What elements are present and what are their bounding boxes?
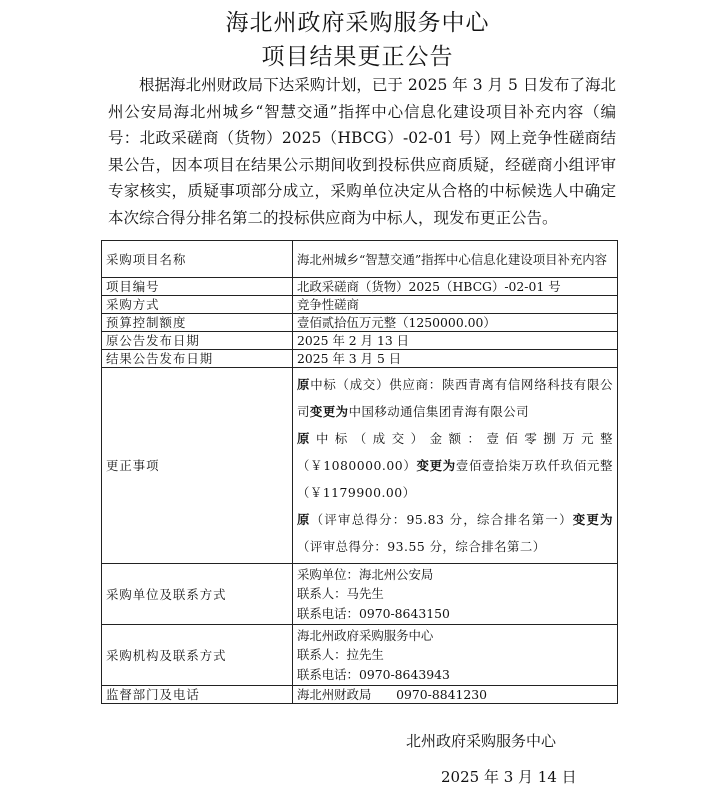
project-no-label: 项目编号 xyxy=(102,278,293,296)
result-date-label: 结果公告发布日期 xyxy=(102,350,293,368)
purchaser-person: 联系人：马先生 xyxy=(297,586,384,602)
table-row xyxy=(102,278,618,296)
agency-label: 采购机构及联系方式 xyxy=(102,625,293,686)
orig-marker: 原 xyxy=(297,377,311,392)
agency-person: 联系人：拉先生 xyxy=(297,647,384,663)
correction-supplier xyxy=(297,371,613,425)
purchaser-contact xyxy=(293,564,618,625)
change-marker: 变更为 xyxy=(572,512,613,527)
change-marker: 变更为 xyxy=(309,404,349,419)
supervisor-label: 监督部门及电话 xyxy=(102,686,293,704)
table-row xyxy=(102,332,618,350)
orig-supplier: 中标（成交）供应商：陕西青离有信网络科技有限公司 xyxy=(297,377,614,419)
budget-label: 预算控制额度 xyxy=(102,314,293,332)
correction-score xyxy=(297,506,613,560)
purchaser-unit: 采购单位：海北州公安局 xyxy=(297,566,434,582)
orig-score: （评审总得分：95.83 分，综合排名第一） xyxy=(310,512,573,527)
method-label: 采购方式 xyxy=(102,296,293,314)
method-value: 竞争性磋商 xyxy=(293,296,618,314)
purchaser-phone: 联系电话：0970-8643150 xyxy=(297,605,450,621)
new-supplier: 中国移动通信集团青海有限公司 xyxy=(348,404,530,419)
new-score: （评审总得分：93.55 分，综合排名第二） xyxy=(297,539,546,554)
orig-marker: 原 xyxy=(297,512,311,527)
correction-details xyxy=(293,368,618,564)
orig-date-label: 原公告发布日期 xyxy=(102,332,293,350)
orig-date-value: 2025 年 2 月 13 日 xyxy=(293,332,618,350)
correction-label: 更正事项 xyxy=(102,368,293,564)
orig-amount: 中标（成交）金额：壹佰零捌万元整（￥1080000.00） xyxy=(297,431,614,473)
table-row xyxy=(102,350,618,368)
project-name-label: 采购项目名称 xyxy=(102,241,293,278)
announcement-table xyxy=(101,240,618,704)
budget-value: 壹佰贰拾伍万元整（1250000.00） xyxy=(293,314,618,332)
project-name-value: 海北州城乡“智慧交通”指挥中心信息化建设项目补充内容 xyxy=(293,241,618,278)
table-row xyxy=(102,564,618,625)
page-subtitle: 项目结果更正公告 xyxy=(261,44,454,70)
table-row xyxy=(102,686,618,704)
page-title: 海北州政府采购服务中心 xyxy=(225,10,490,36)
table-row xyxy=(102,314,618,332)
correction-amount xyxy=(297,425,613,506)
table-row xyxy=(102,625,618,686)
intro-paragraph: 根据海北州财政局下达采购计划，已于 2025 年 3 月 5 日发布了海北州公安局海北州城乡“智慧交通”指挥中心信息化建设项目补充内容（编号：北政采磋商（货物）2025（HBCG）-02-01 号）网上竞争性磋商结果公告，因本项目在结果公示期间收到投标供应商质疑，经磋商小组评审专家核实，质疑事项部分成立，采购单位决定从合格的中标候选人中确定本次综合得分排名第二的投标供应商为中标人，现发布更正公告。 xyxy=(108,76,616,227)
project-no-value: 北政采磋商（货物）2025（HBCG）-02-01 号 xyxy=(293,278,618,296)
supervisor-value: 海北州财政局 0970-8841230 xyxy=(293,686,618,704)
orig-marker: 原 xyxy=(297,431,316,446)
new-amount: 壹佰壹拾柒万玖仟玖佰元整（￥1179900.00） xyxy=(297,458,614,500)
footer-date: 2025 年 3 月 14 日 xyxy=(441,768,577,786)
result-date-value: 2025 年 3 月 5 日 xyxy=(293,350,618,368)
footer-org: 北州政府采购服务中心 xyxy=(406,732,557,750)
agency-name: 海北州政府采购服务中心 xyxy=(297,627,434,643)
table-row xyxy=(102,296,618,314)
agency-contact xyxy=(293,625,618,686)
table-row xyxy=(102,368,618,564)
agency-phone: 联系电话：0970-8643943 xyxy=(297,666,450,682)
change-marker: 变更为 xyxy=(416,458,456,473)
table-row xyxy=(102,241,618,278)
purchaser-label: 采购单位及联系方式 xyxy=(102,564,293,625)
